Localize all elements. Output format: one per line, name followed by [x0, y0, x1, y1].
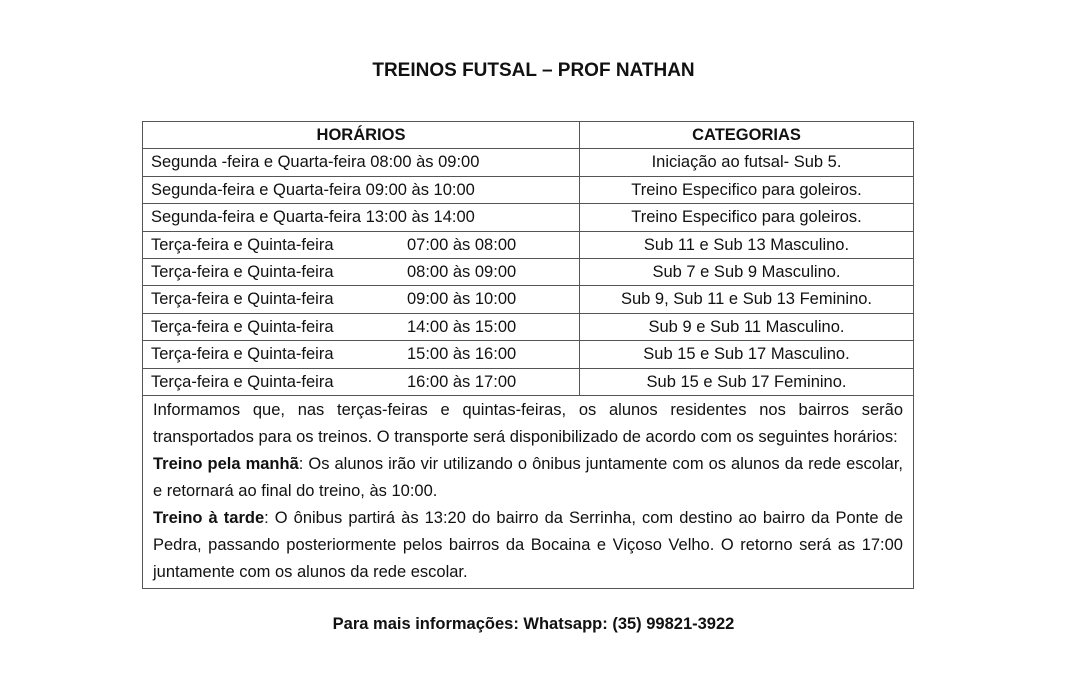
table-row — [143, 231, 914, 258]
days-label: Segunda-feira e Quarta-feira — [151, 180, 362, 199]
page-title: TREINOS FUTSAL – PROF NATHAN — [372, 60, 695, 81]
days-label: Segunda-feira e Quarta-feira — [151, 208, 362, 227]
contact-footer: Para mais informações: Whatsapp: (35) 99821-3922 — [332, 615, 735, 633]
schedule-cell — [143, 313, 580, 340]
info-row — [143, 396, 914, 589]
category-cell: Sub 11 e Sub 13 Masculino. — [580, 231, 914, 258]
schedule-cell — [143, 286, 580, 313]
schedule-cell — [143, 149, 580, 176]
morning-label: Treino pela manhã — [153, 455, 299, 474]
time-label: 08:00 às 09:00 — [370, 153, 480, 172]
category-cell: Sub 9 e Sub 11 Masculino. — [580, 313, 914, 340]
days-label: Segunda -feira e Quarta-feira — [151, 153, 366, 172]
morning-text: : Os alunos irão vir utilizando o ônibus juntamente com os alunos da rede escolar, e retornará ao final do treino, às 10:00. — [153, 455, 903, 501]
transport-info — [143, 396, 914, 589]
table-row — [143, 286, 914, 313]
table-row — [143, 259, 914, 286]
table-row — [143, 149, 914, 176]
table-row — [143, 368, 914, 395]
schedule-cell — [143, 341, 580, 368]
category-cell: Sub 15 e Sub 17 Feminino. — [580, 368, 914, 395]
table-header-row — [143, 122, 914, 149]
table-row — [143, 204, 914, 231]
afternoon-text: : O ônibus partirá às 13:20 do bairro da Serrinha, com destino ao bairro da Ponte de Pedra, passando posteriormente pelos bairros da Bocaina e Viçoso Velho. O retorno será as 17:00 juntamente com os alunos da rede escolar. — [153, 509, 903, 582]
schedule-cell — [143, 231, 580, 258]
time-label: 15:00 às 16:00 — [407, 345, 517, 364]
days-label: Terça-feira e Quinta-feira — [151, 345, 334, 364]
afternoon-info — [153, 505, 903, 586]
time-label: 07:00 às 08:00 — [407, 235, 517, 254]
days-label: Terça-feira e Quinta-feira — [151, 235, 334, 254]
schedule-cell — [143, 204, 580, 231]
days-label: Terça-feira e Quinta-feira — [151, 317, 334, 336]
time-label: 13:00 às 14:00 — [365, 208, 475, 227]
days-label: Terça-feira e Quinta-feira — [151, 263, 334, 282]
time-label: 09:00 às 10:00 — [365, 180, 475, 199]
category-cell: Sub 15 e Sub 17 Masculino. — [580, 341, 914, 368]
schedule-cell — [143, 368, 580, 395]
time-label: 14:00 às 15:00 — [407, 317, 517, 336]
morning-info — [153, 451, 903, 505]
days-label: Terça-feira e Quinta-feira — [151, 372, 334, 391]
category-cell: Treino Especifico para goleiros. — [580, 176, 914, 203]
transport-intro: Informamos que, nas terças-feiras e quintas-feiras, os alunos residentes nos bairros serão transportados para os treinos. O transporte será disponibilizado de acordo com os seguintes horários: — [153, 401, 903, 447]
header-schedule: HORÁRIOS — [143, 122, 580, 149]
header-category: CATEGORIAS — [580, 122, 914, 149]
table-row — [143, 341, 914, 368]
afternoon-label: Treino à tarde — [153, 509, 265, 528]
category-cell: Iniciação ao futsal- Sub 5. — [580, 149, 914, 176]
table-row — [143, 313, 914, 340]
schedule-cell — [143, 259, 580, 286]
time-label: 08:00 às 09:00 — [407, 263, 517, 282]
days-label: Terça-feira e Quinta-feira — [151, 290, 334, 309]
time-label: 09:00 às 10:00 — [407, 290, 517, 309]
category-cell: Treino Especifico para goleiros. — [580, 204, 914, 231]
schedule-cell — [143, 176, 580, 203]
schedule-table — [142, 121, 914, 589]
category-cell: Sub 9, Sub 11 e Sub 13 Feminino. — [580, 286, 914, 313]
category-cell: Sub 7 e Sub 9 Masculino. — [580, 259, 914, 286]
time-label: 16:00 às 17:00 — [407, 372, 517, 391]
table-row — [143, 176, 914, 203]
